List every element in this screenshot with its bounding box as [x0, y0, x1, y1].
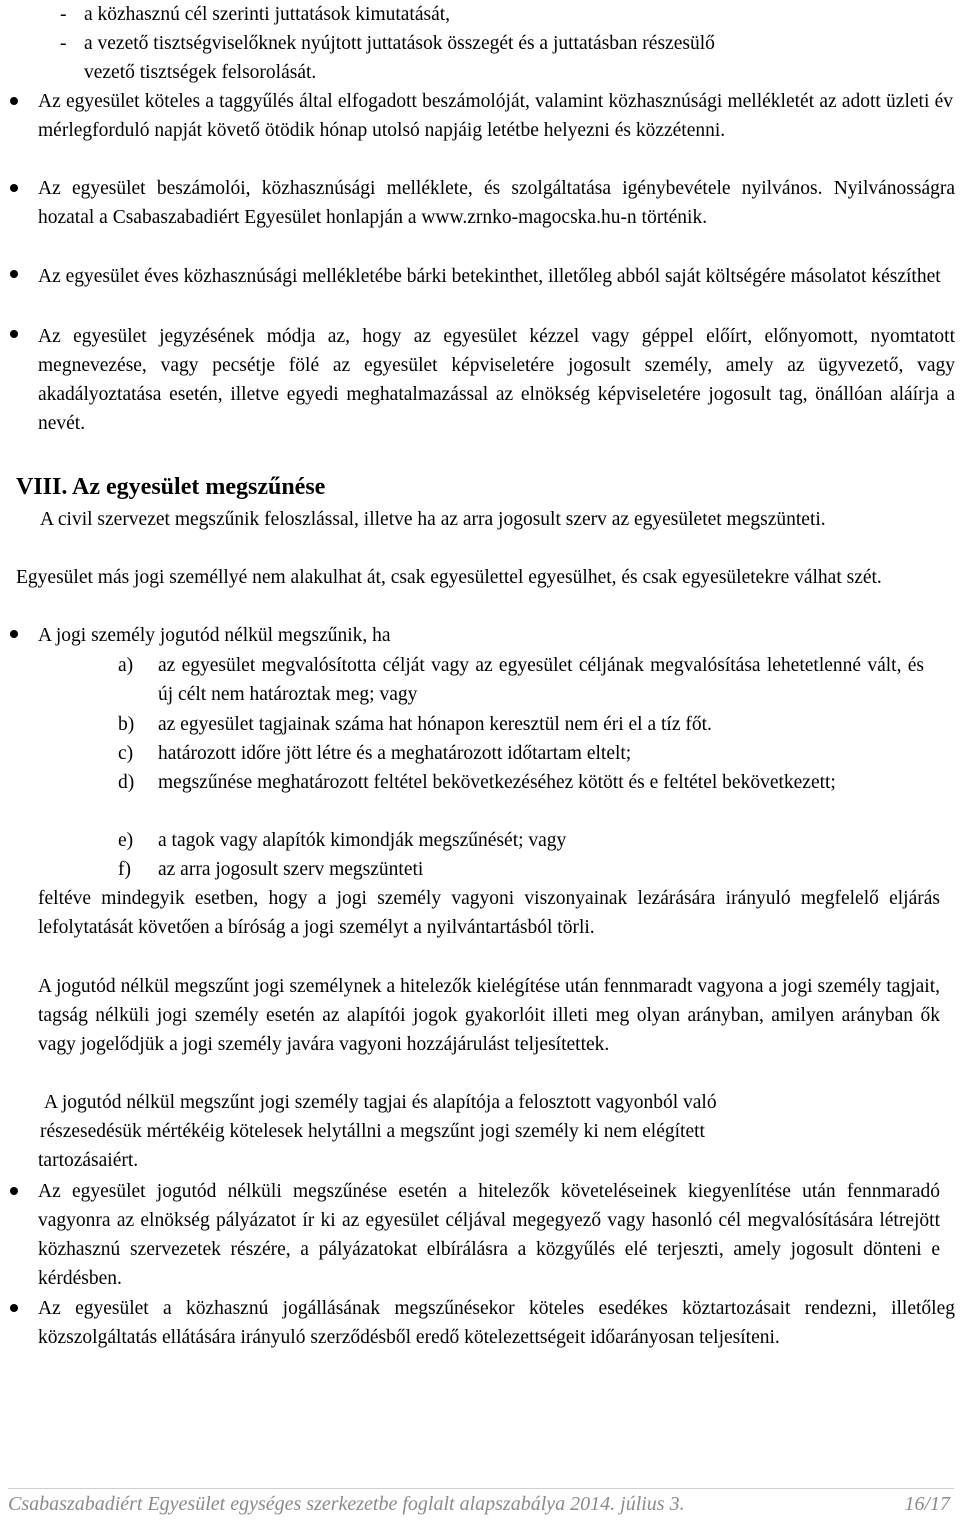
- list-item: az arra jogosult szerv megszünteti: [158, 859, 424, 880]
- footer-text: Csabaszabadiért Egyesület egységes szerkezetbe foglalt alapszabálya 2014. július 3.: [8, 1493, 685, 1515]
- list-label: a): [118, 655, 134, 676]
- bullet-icon: [10, 97, 18, 105]
- bullet-paragraph: Az egyesület éves közhasznúsági mellékletébe bárki betekinthet, illetőleg abból saját költségére másolatot készíthet: [38, 266, 941, 287]
- bullet-icon: [10, 330, 18, 338]
- footer-rule: [8, 1488, 954, 1489]
- paragraph-line: tartozásaiért.: [38, 1150, 139, 1171]
- page-number: 16/17: [904, 1493, 950, 1515]
- list-label: f): [118, 859, 131, 880]
- bullet-paragraph: A jogi személy jogutód nélkül megszűnik, ha: [38, 625, 391, 646]
- list-label: b): [118, 714, 135, 735]
- section-number: VIII.: [16, 474, 68, 500]
- list-item: az egyesület tagjainak száma hat hónapon keresztül nem éri el a tíz főt.: [158, 714, 712, 735]
- paragraph-line: A jogutód nélkül megszűnt jogi személy tagjai és alapítója a felosztott vagyonból való: [44, 1092, 717, 1113]
- bullet-paragraph: Az egyesület beszámolói, közhasznúsági melléklete, és szolgáltatása igénybevétele nyilvános. Nyilvánosságra hozatal a Csabaszabadiért Egyesület honlapján a www.zrnko-magocska.hu-n történik.: [38, 178, 955, 228]
- bullet-paragraph: Az egyesület a közhasznú jogállásának megszűnésekor köteles esedékes köztartozásait rendezni, illetőleg közszolgáltatás ellátására irányuló szerződésből eredő kötelezettségeit időarányosan teljesíteni.: [38, 1298, 955, 1348]
- paragraph: A civil szervezet megszűnik feloszlással, illetve ha az arra jogosult szerv az egyesületet megszünteti.: [40, 509, 826, 530]
- section-title: Az egyesület megszűnése: [72, 474, 326, 500]
- list-item: határozott időre jött létre és a meghatározott időtartam eltelt;: [158, 743, 632, 764]
- list-item-continuation: vezető tisztségek felsorolását.: [84, 62, 317, 83]
- section-heading: [16, 472, 325, 502]
- list-label: c): [118, 743, 134, 764]
- list-item: az egyesület megvalósította célját vagy az egyesület céljának megvalósítása lehetetlenné vált, és új célt nem határoztak meg; vagy: [158, 655, 924, 705]
- list-item: a vezető tisztségviselőknek nyújtott juttatások összegét és a juttatásban részesülő: [84, 33, 715, 54]
- list-label: d): [118, 772, 135, 793]
- bullet-paragraph: Az egyesület jegyzésének módja az, hogy az egyesület kézzel vagy géppel előírt, előnyomott, nyomtatott megnevezése, vagy pecsétje fölé az egyesület képviseletére jogosult személy, amely az ügyvezető, vagy akadályoztatása esetén, illetve egyedi meghatalmazással az elnökség képviseletére jogosult tag, önállóan aláírja a nevét.: [38, 326, 955, 434]
- list-item: a közhasznú cél szerinti juttatások kimutatását,: [84, 4, 451, 25]
- paragraph: A jogutód nélkül megszűnt jogi személynek a hitelezők kielégítése után fennmaradt vagyona a jogi személy tagjait, tagság nélküli jogi személy esetén az alapítói jogok gyakorlóit illeti meg olyan arányban, amilyen arányban ők vagy jogelődjük a jogi személy javára vagyoni hozzájárulást teljesítettek.: [38, 976, 940, 1055]
- list-label: e): [118, 830, 134, 851]
- paragraph: Egyesület más jogi személlyé nem alakulhat át, csak egyesülettel egyesülhet, és csak egyesületekre válhat szét.: [16, 567, 882, 588]
- paragraph: feltéve mindegyik esetben, hogy a jogi személy vagyoni viszonyainak lezárására irányuló megfelelő eljárás lefolytatását követően a bíróság a jogi személyt a nyilvántartásból törli.: [38, 888, 940, 938]
- bullet-icon: [10, 1187, 18, 1195]
- bullet-paragraph: Az egyesület köteles a taggyűlés által elfogadott beszámolóját, valamint közhasznúsági mellékletét az adott üzleti év mérlegforduló napját követő ötödik hónap utolsó napjáig letétbe helyezni és közzétenni.: [38, 91, 953, 141]
- bullet-icon: [10, 184, 18, 192]
- list-item: megszűnése meghatározott feltétel bekövetkezéséhez kötött és e feltétel bekövetkezett;: [158, 772, 836, 793]
- bullet-icon: [10, 630, 18, 638]
- list-item: a tagok vagy alapítók kimondják megszűnését; vagy: [158, 830, 567, 851]
- bullet-paragraph: Az egyesület jogutód nélküli megszűnése esetén a hitelezők követeléseinek kiegyenlítése után fennmaradó vagyonra az elnökség pályázatot ír ki az egyesület céljával megegyező vagy hasonló cél megvalósítására létrejött közhasznú szervezetek részére, a pályázatokat elbírálásra a közgyűlés elé terjeszti, amely jogosult dönteni e kérdésben.: [38, 1181, 940, 1289]
- bullet-icon: [10, 270, 18, 278]
- bullet-icon: [10, 1304, 18, 1312]
- list-dash: -: [60, 33, 67, 54]
- page-footer: [8, 1492, 960, 1516]
- paragraph-line: részesedésük mértékéig kötelesek helytállni a megszűnt jogi személy ki nem elégített: [40, 1121, 705, 1142]
- list-dash: -: [60, 4, 67, 25]
